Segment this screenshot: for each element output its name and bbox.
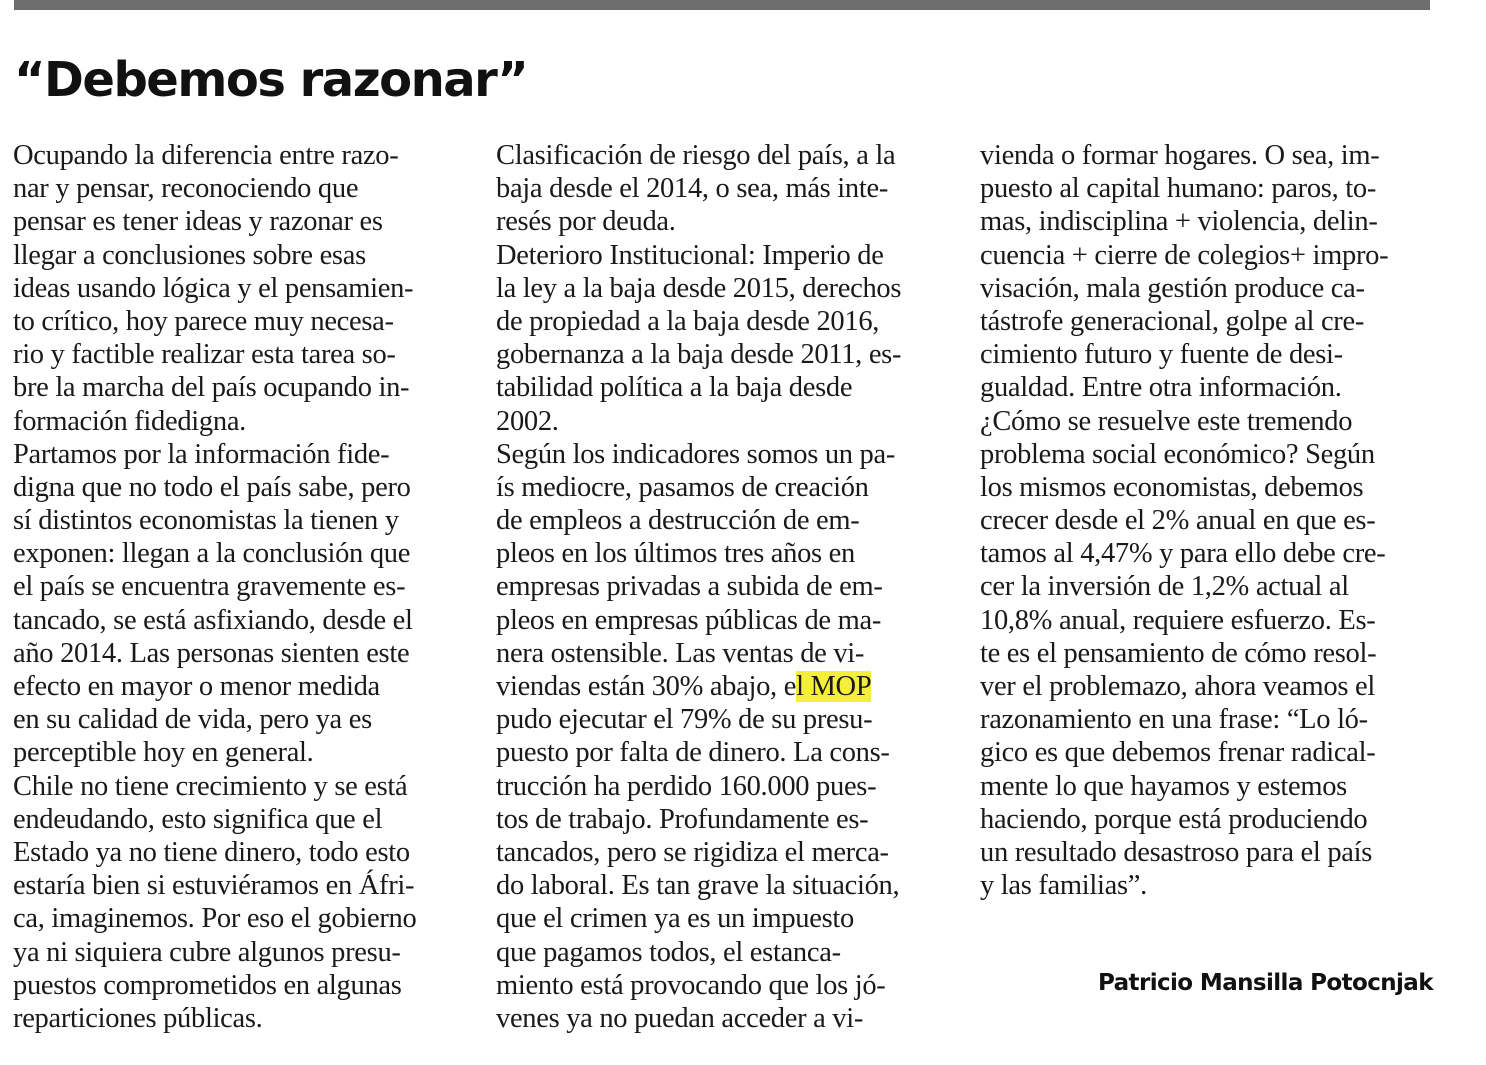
- text-line: te es el pensamiento de cómo resol-: [980, 637, 1377, 669]
- text-line: cimiento futuro y fuente de desi-: [980, 339, 1343, 371]
- text-line: que pagamos todos, el estanca-: [496, 936, 841, 968]
- text-line: que el crimen ya es un impuesto: [496, 903, 854, 935]
- text-line: formación fidedigna.: [13, 405, 246, 437]
- text-line: tancado, se está asfixiando, desde el: [13, 604, 413, 636]
- text-line: nera ostensible. Las ventas de vi-: [496, 637, 865, 669]
- text-line: ís mediocre, pasamos de creación: [496, 471, 869, 503]
- text-line: tancados, pero se rigidiza el merca-: [496, 836, 889, 868]
- text-line: en su calidad de vida, pero ya es: [13, 704, 372, 736]
- text-line: Según los indicadores somos un pa-: [496, 438, 896, 470]
- text-line: mente lo que hayamos y estemos: [980, 770, 1347, 802]
- text-line: bre la marcha del país ocupando in-: [13, 372, 410, 404]
- text-line: Estado ya no tiene dinero, todo esto: [13, 836, 410, 868]
- text-line: digna que no todo el país sabe, pero: [13, 471, 411, 503]
- text-line: la ley a la baja desde 2015, derechos: [496, 272, 902, 304]
- text-line: Chile no tiene crecimiento y se está: [13, 770, 408, 802]
- text-line: cuencia + cierre de colegios+ impro-: [980, 239, 1389, 271]
- text-line: endeudando, esto significa que el: [13, 803, 383, 835]
- text-line: ¿Cómo se resuelve este tremendo: [980, 405, 1353, 437]
- text-line: haciendo, porque está produciendo: [980, 803, 1368, 835]
- text-line: to crítico, hoy parece muy necesa-: [13, 305, 394, 337]
- text-line: efecto en mayor o menor medida: [13, 671, 380, 702]
- text-line: gobernanza a la baja desde 2011, es-: [496, 339, 902, 371]
- text-line: los mismos economistas, debemos: [980, 471, 1364, 503]
- text-line: pleos en los últimos tres años en: [496, 538, 855, 570]
- text-line: de propiedad a la baja desde 2016,: [496, 305, 880, 337]
- text-line: puesto al capital humano: paros, to-: [980, 173, 1377, 205]
- text-line: rio y factible realizar esta tarea so-: [13, 339, 396, 371]
- text-line: ideas usando lógica y el pensamien-: [13, 272, 414, 304]
- text-line-with-highlight: [496, 670, 901, 703]
- highlighted-text: l MOP: [796, 671, 872, 702]
- article-column-3: [980, 139, 1388, 902]
- author-signature: Patricio Mansilla Potocnjak: [1098, 970, 1433, 996]
- text-line: Ocupando la diferencia entre razo-: [13, 140, 399, 171]
- text-line: ver el problemazo, ahora veamos el: [980, 671, 1375, 702]
- text-line: tástrofe generacional, golpe al cre-: [980, 305, 1365, 337]
- text-line: reparticiones públicas.: [13, 1002, 263, 1034]
- text-line: baja desde el 2014, o sea, más inte-: [496, 173, 889, 205]
- text-line: pudo ejecutar el 79% de su presu-: [496, 704, 873, 736]
- text-line: un resultado desastroso para el país: [980, 836, 1373, 868]
- text-line: mas, indisciplina + violencia, delin-: [980, 206, 1378, 238]
- text-line: vienda o formar hogares. O sea, im-: [980, 140, 1380, 171]
- text-line: do laboral. Es tan grave la situación,: [496, 870, 900, 902]
- text-line: nar y pensar, reconociendo que: [13, 173, 359, 205]
- text-line: razonamiento en una frase: “Lo ló-: [980, 704, 1368, 736]
- text-line: venes ya no puedan acceder a vi-: [496, 1002, 864, 1034]
- text-line: ca, imaginemos. Por eso el gobierno: [13, 903, 417, 935]
- text-line: sí distintos economistas la tienen y: [13, 505, 399, 537]
- text-line: problema social económico? Según: [980, 438, 1375, 470]
- text-line: ya ni siquiera cubre algunos presu-: [13, 936, 401, 968]
- text-line: estaría bien si estuviéramos en Áfri-: [13, 870, 415, 902]
- text-line: Deterioro Institucional: Imperio de: [496, 239, 884, 271]
- text-line: 2002.: [496, 405, 559, 437]
- text-line: empresas privadas a subida de em-: [496, 571, 883, 603]
- text-line: gualdad. Entre otra información.: [980, 372, 1342, 404]
- text-line: tabilidad política a la baja desde: [496, 372, 853, 404]
- text-line: puesto por falta de dinero. La cons-: [496, 737, 890, 769]
- text-line: perceptible hoy en general.: [13, 737, 314, 769]
- text-line: trucción ha perdido 160.000 pues-: [496, 770, 877, 802]
- text-line: el país se encuentra gravemente es-: [13, 571, 406, 603]
- text-line: resés por deuda.: [496, 206, 676, 238]
- text-line: de empleos a destrucción de em-: [496, 505, 860, 537]
- text-line: pleos en empresas públicas de ma-: [496, 604, 882, 636]
- text-line: miento está provocando que los jó-: [496, 969, 886, 1001]
- article-column-1: [13, 139, 416, 1035]
- text-line: puestos comprometidos en algunas: [13, 969, 402, 1001]
- text-line: y las familias”.: [980, 870, 1147, 902]
- text-line: exponen: llegan a la conclusión que: [13, 538, 411, 570]
- text-line: llegar a conclusiones sobre esas: [13, 239, 366, 271]
- article-headline: “Debemos razonar”: [14, 52, 528, 108]
- text-line: Clasificación de riesgo del país, a la: [496, 140, 896, 171]
- article-column-2: [496, 139, 901, 1035]
- text-line: año 2014. Las personas sienten este: [13, 637, 410, 669]
- text-line: cer la inversión de 1,2% actual al: [980, 571, 1349, 603]
- text-line: pensar es tener ideas y razonar es: [13, 206, 383, 238]
- text-fragment: viendas están 30% abajo, e: [496, 671, 797, 702]
- text-line: gico es que debemos frenar radical-: [980, 737, 1376, 769]
- text-line: tos de trabajo. Profundamente es-: [496, 803, 869, 835]
- text-line: Partamos por la información fide-: [13, 438, 390, 470]
- text-line: crecer desde el 2% anual en que es-: [980, 505, 1376, 537]
- text-line: 10,8% anual, requiere esfuerzo. Es-: [980, 604, 1376, 636]
- text-line: visación, mala gestión produce ca-: [980, 272, 1365, 304]
- top-rule: [14, 0, 1430, 10]
- text-line: tamos al 4,47% y para ello debe cre-: [980, 538, 1386, 570]
